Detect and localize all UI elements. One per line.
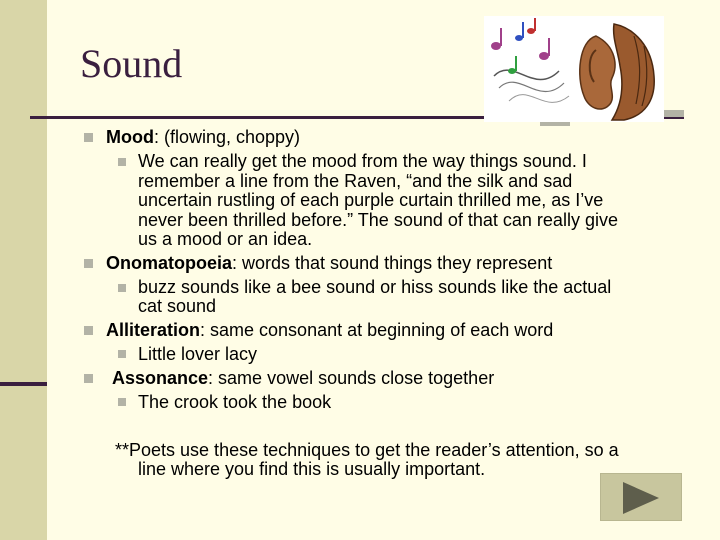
list-item: Mood: (flowing, choppy) bbox=[106, 127, 301, 147]
list-item: Onomatopoeia: words that sound things they represent bbox=[106, 253, 553, 273]
footnote: **Poets use these techniques to get the reader’s attention, so a bbox=[115, 440, 619, 460]
sub-bullet-icon bbox=[118, 284, 126, 292]
footnote-continued: line where you find this is usually important. bbox=[138, 459, 486, 479]
sub-list-item-continued: uncertain rustling of each purple curtain thrilled me, as I’ve bbox=[138, 190, 604, 210]
bullet-icon bbox=[84, 259, 93, 268]
sub-list-item: Little lover lacy bbox=[138, 344, 258, 364]
sub-bullet-icon bbox=[118, 398, 126, 406]
sub-list-item-continued: cat sound bbox=[138, 296, 217, 316]
sub-bullet-icon bbox=[118, 350, 126, 358]
bullet-icon bbox=[84, 374, 93, 383]
list-item: Assonance: same vowel sounds close together bbox=[112, 368, 495, 388]
sub-bullet-icon bbox=[118, 158, 126, 166]
slide-title: Sound bbox=[80, 41, 183, 86]
list-item: Alliteration: same consonant at beginning of each word bbox=[106, 320, 554, 340]
bullet-icon bbox=[84, 326, 93, 335]
play-next-icon bbox=[623, 482, 659, 514]
sub-list-item-continued: us a mood or an idea. bbox=[138, 229, 313, 249]
sub-list-item: The crook took the book bbox=[138, 392, 332, 412]
sub-list-item: buzz sounds like a bee sound or hiss sounds like the actual bbox=[138, 277, 612, 297]
next-slide-button[interactable] bbox=[600, 473, 682, 521]
sub-list-item: We can really get the mood from the way things sound. I bbox=[138, 151, 587, 171]
bullet-icon bbox=[84, 133, 93, 142]
sub-list-item-continued: remember a line from the Raven, “and the silk and sad bbox=[138, 171, 573, 191]
sub-list-item-continued: never been thrilled before.” The sound of that can really give bbox=[138, 210, 618, 230]
